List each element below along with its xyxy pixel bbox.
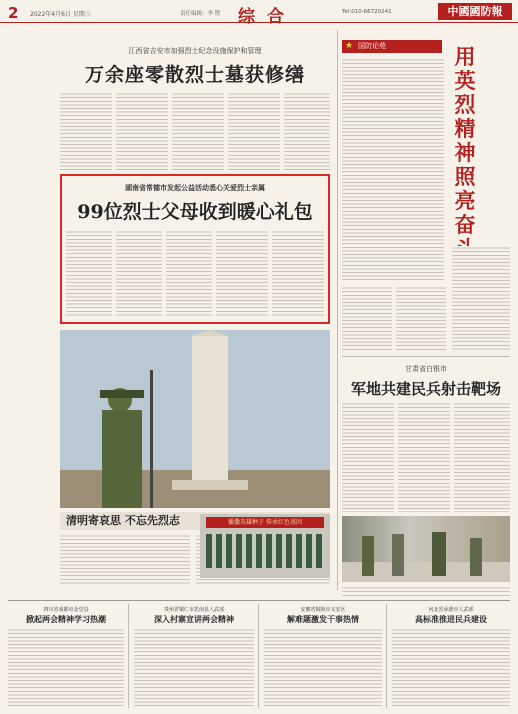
bottom-text-1 bbox=[8, 628, 124, 708]
section-divider bbox=[342, 356, 510, 357]
commentary-title: 用英烈精神照亮奋 bbox=[454, 44, 476, 237]
range-photo-caption bbox=[342, 586, 510, 598]
article1-text-column bbox=[116, 92, 168, 170]
article2-text-column bbox=[166, 230, 212, 318]
article1-text-column bbox=[228, 92, 280, 170]
range-illustration bbox=[342, 516, 510, 582]
column-divider bbox=[128, 604, 129, 708]
right-article-headline: 军地共建民兵射击靶场 bbox=[350, 380, 501, 398]
bottom-kicker-4: 河北省承德市人武部 bbox=[428, 607, 474, 613]
commentary-badge bbox=[342, 40, 442, 53]
commentary-text-column bbox=[396, 286, 446, 352]
issue-date: 2022年4月6日 星期三 bbox=[30, 11, 91, 18]
column-divider bbox=[337, 30, 338, 590]
editor-credit: 责任编辑：李 铿 bbox=[180, 11, 221, 17]
article1-headline: 万余座零散烈士墓获修缮 bbox=[84, 64, 305, 86]
student-group bbox=[206, 534, 324, 568]
article2-text-column bbox=[216, 230, 268, 318]
commentary-text-column bbox=[342, 58, 444, 280]
range-photo bbox=[342, 516, 510, 582]
article2-text-column bbox=[66, 230, 112, 318]
bottom-kicker-1: 四川省成都市金堂县 bbox=[43, 607, 89, 613]
column-divider bbox=[386, 604, 387, 708]
right-article-text-column bbox=[398, 402, 450, 512]
bottom-kicker-3: 安徽省铜陵市义安区 bbox=[300, 607, 346, 613]
article2-headline: 99位烈士父母收到暖心礼包 bbox=[77, 201, 313, 223]
star-icon: ★ bbox=[345, 41, 354, 51]
students-photo bbox=[200, 514, 330, 578]
right-article-text-column bbox=[342, 402, 394, 512]
section-title: 综 合 bbox=[238, 7, 287, 27]
article1-text-column bbox=[172, 92, 224, 170]
bottom-headline-4: 高标准推进民兵建设 bbox=[415, 614, 487, 624]
contact-tel: Tel:010-66720241 bbox=[342, 9, 392, 15]
right-article-kicker: 甘肃省白银市 bbox=[405, 365, 447, 373]
right-article-text-column bbox=[454, 402, 510, 512]
bottom-headline-2: 深入村寨宣讲两会精神 bbox=[154, 614, 234, 624]
article1-text-column bbox=[284, 92, 330, 170]
bottom-text-4 bbox=[392, 628, 510, 708]
article2-kicker: 湖南省常德市发起公益活动悉心关爱烈士亲属 bbox=[125, 184, 265, 192]
commentary-text-column bbox=[342, 286, 392, 352]
commentary-badge-label: 国防论苑 bbox=[358, 42, 386, 50]
bottom-divider bbox=[8, 600, 510, 601]
bottom-text-2 bbox=[134, 628, 254, 708]
page-header bbox=[0, 0, 518, 27]
bottom-headline-3: 解难题激发干事热情 bbox=[287, 614, 359, 624]
bottom-headline-1: 掀起两会精神学习热潮 bbox=[26, 614, 106, 624]
article1-kicker: 江西省吉安市加强烈士纪念设施保护和管理 bbox=[128, 47, 262, 55]
bottom-kicker-2: 贵州省铜仁市思南县人武部 bbox=[163, 607, 224, 613]
newspaper-logo: 中國國防報 bbox=[438, 3, 512, 20]
bottom-text-3 bbox=[264, 628, 382, 708]
article2-text-column bbox=[272, 230, 324, 318]
column-divider bbox=[258, 604, 259, 708]
article1-text-column bbox=[60, 92, 112, 170]
photo-caption: 清明寄哀思 不忘先烈志 bbox=[60, 512, 330, 530]
memorial-photo bbox=[60, 330, 330, 508]
page-number: 2 bbox=[8, 4, 19, 22]
event-banner: 播撒英雄种子 传承红色基因 bbox=[206, 517, 324, 528]
commentary-text-column bbox=[452, 246, 510, 352]
memorial-illustration bbox=[60, 330, 330, 508]
photo-caption-text bbox=[60, 534, 190, 586]
article2-text-column bbox=[116, 230, 162, 318]
